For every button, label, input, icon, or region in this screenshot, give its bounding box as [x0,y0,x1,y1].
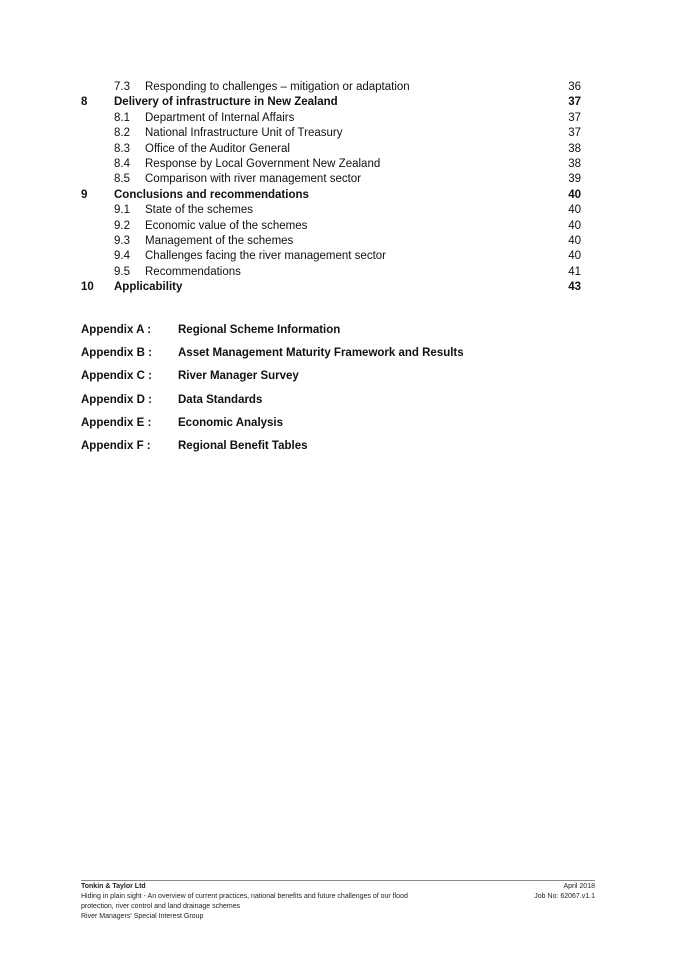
appendix-title: Regional Scheme Information [178,324,341,336]
toc-entry-number: 8 [81,96,88,109]
appendix-label: Appendix A : [81,324,152,336]
toc-entry-title: Challenges facing the river management sector [145,250,386,263]
toc-entry-number: 8.4 [114,157,130,170]
toc-entry-page: 39 [568,173,581,186]
toc-entry[interactable] [81,249,581,264]
appendix-label: Appendix B : [81,347,152,360]
toc-entry-page: 40 [568,219,581,232]
toc-entry-title: Recommendations [145,265,241,278]
appendix-title: River Manager Survey [178,370,299,383]
toc-entry-page: 36 [568,81,581,93]
appendix-item[interactable] [81,368,581,391]
toc-entry-number: 8.3 [114,142,130,155]
appendix-item[interactable] [81,345,581,368]
toc-entry-number: 9.4 [114,250,130,263]
toc-entry[interactable] [81,111,581,126]
toc-entry-title: Comparison with river management sector [145,173,362,186]
toc-entry-title: Department of Internal Affairs [145,111,295,124]
appendix-label: Appendix E : [81,416,152,429]
toc-entry-page: 40 [568,204,581,217]
toc-entry[interactable] [81,265,581,280]
toc-entry[interactable] [81,95,581,110]
toc-entry-title: Office of the Auditor General [145,142,290,155]
toc-entry-page: 37 [568,111,581,124]
footer-left [81,882,441,922]
toc-entry-title: Responding to challenges – mitigation or adaptation [145,81,410,93]
toc-entry-title: Management of the schemes [145,234,294,247]
appendix-item[interactable] [81,438,581,461]
table-of-contents [81,80,581,295]
toc-entry-title: Applicability [114,281,183,294]
appendix-label: Appendix D : [81,393,152,406]
toc-entry-page: 40 [568,250,581,263]
toc-entry-number: 7.3 [114,81,130,93]
toc-entry-number: 8.2 [114,127,130,140]
toc-entry-number: 9 [81,188,88,201]
footer-description-line-1: Hiding in plain sight - An overview of current practices, national benefits and future challenges of our flood [81,893,408,900]
toc-entry-number: 8.1 [114,111,130,124]
toc-entry-page: 37 [568,96,581,109]
toc-entry-number: 8.5 [114,173,130,186]
toc-entry[interactable] [81,157,581,172]
appendix-item[interactable] [81,415,581,438]
footer-company: Tonkin & Taylor Ltd [81,883,146,890]
appendix-item[interactable] [81,322,581,345]
appendix-label: Appendix F : [81,439,151,452]
toc-entry[interactable] [81,172,581,187]
toc-entry[interactable] [81,280,581,295]
appendix-title: Data Standards [178,393,263,406]
toc-entry-page: 37 [568,127,581,140]
footer-client: River Managers' Special Interest Group [81,913,204,920]
toc-entry[interactable] [81,188,581,203]
footer-divider [81,880,595,881]
toc-entry-page: 43 [568,281,581,294]
toc-entry-number: 9.5 [114,265,130,278]
toc-entry[interactable] [81,234,581,249]
footer-job-number: Job No: 62067.v1.1 [534,893,595,900]
toc-entry[interactable] [81,203,581,218]
toc-entry[interactable] [81,219,581,234]
appendix-list [81,322,581,461]
appendix-title: Economic Analysis [178,416,284,429]
toc-entry-page: 40 [568,234,581,247]
footer-right [534,882,595,902]
toc-entry-page: 38 [568,157,581,170]
toc-entry-title: State of the schemes [145,204,254,217]
toc-entry-number: 9.3 [114,234,130,247]
appendix-label: Appendix C : [81,370,152,383]
toc-entry[interactable] [81,142,581,157]
toc-entry-number: 10 [81,281,94,294]
toc-entry-page: 41 [568,265,581,278]
footer-description-line-2: protection, river control and land drainage schemes [81,903,241,910]
toc-entry-number: 9.2 [114,219,130,232]
appendix-item[interactable] [81,392,581,415]
toc-entry-page: 38 [568,142,581,155]
toc-entry-title: National Infrastructure Unit of Treasury [145,127,343,140]
appendix-title: Asset Management Maturity Framework and Results [178,347,464,360]
toc-entry[interactable] [81,126,581,141]
footer-date: April 2018 [563,883,595,890]
toc-entry-page: 40 [568,188,581,201]
toc-entry-title: Conclusions and recommendations [114,188,309,201]
toc-entry-title: Delivery of infrastructure in New Zealand [114,96,338,109]
appendix-title: Regional Benefit Tables [178,439,308,452]
toc-entry-title: Response by Local Government New Zealand [145,157,381,170]
toc-entry[interactable] [81,80,581,95]
toc-entry-title: Economic value of the schemes [145,219,308,232]
toc-entry-number: 9.1 [114,204,130,217]
